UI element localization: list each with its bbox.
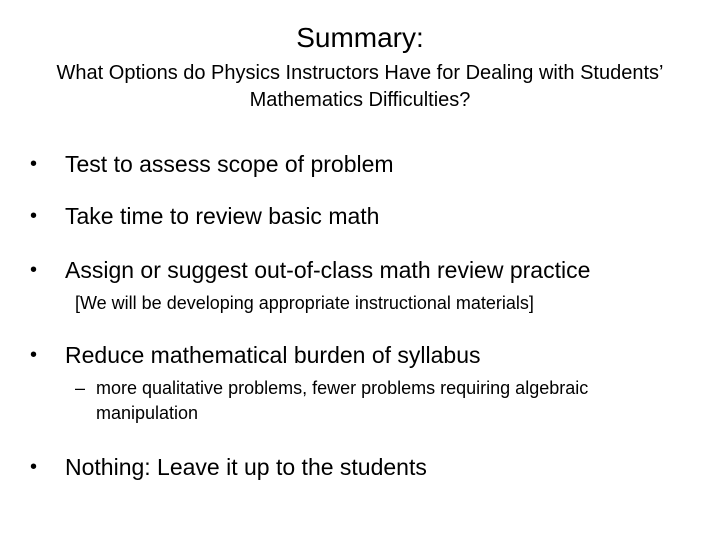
bullet-icon: • [30, 456, 38, 478]
bullet-icon: • [30, 344, 38, 366]
bullet-icon: • [30, 153, 38, 175]
bullet-icon: • [30, 205, 38, 227]
slide-title: Summary: [296, 22, 424, 53]
bullet-text: Test to assess scope of problem [65, 151, 394, 177]
sub-bullet-text: more qualitative problems, fewer problems requiring algebraic manipulation [96, 378, 589, 423]
bullet-note: [We will be developing appropriate instructional materials] [75, 293, 534, 313]
bullet-text: Reduce mathematical burden of syllabus [65, 342, 481, 368]
dash-icon: – [75, 378, 86, 398]
bullet-icon: • [30, 259, 38, 281]
bullet-text: Take time to review basic math [65, 203, 380, 229]
slide-subtitle: What Options do Physics Instructors Have for Dealing with Students’ Mathematics Difficulties? [56, 62, 664, 111]
bullet-text: Nothing: Leave it up to the students [65, 454, 427, 480]
bullet-text: Assign or suggest out-of-class math review practice [65, 257, 591, 283]
